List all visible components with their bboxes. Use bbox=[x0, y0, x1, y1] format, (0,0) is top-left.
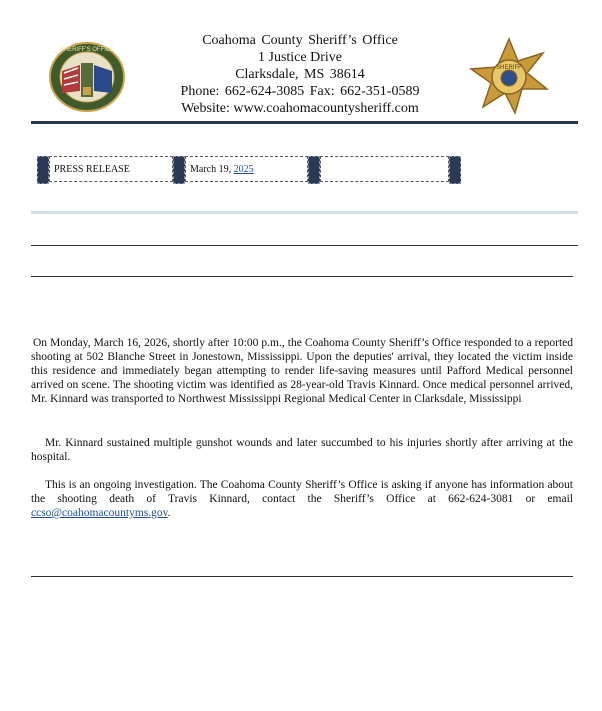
seal-text: SHERIFF'S OFFICE bbox=[59, 47, 115, 53]
paragraph-2: Mr. Kinnard sustained multiple gunshot wounds and later succumbed to his injuries shortly after arriving at the hospital. bbox=[31, 437, 573, 463]
release-date-prefix: March 19, bbox=[190, 164, 234, 175]
bar-tab-1 bbox=[37, 156, 49, 184]
footer-divider bbox=[31, 576, 573, 577]
bar-tab-4 bbox=[449, 156, 461, 184]
release-date bbox=[185, 156, 308, 182]
sheriff-star-badge-icon bbox=[467, 37, 551, 117]
address-line2: Clarksdale, MS 38614 bbox=[235, 67, 365, 82]
paragraph-3 bbox=[31, 478, 573, 520]
divider-line-2 bbox=[31, 276, 573, 277]
paragraph-1: On Monday, March 16, 2026, shortly after 10:00 p.m., the Coahoma County Sheriff’s Office responded to a reported shooting at 502 Blanche Street in Jonestown, Mississippi. Upon the deputies' arrival, they located the victim inside this residence and immediately began attempting to render life-saving measures until Pafford Medical personnel arrived on scene. The shooting victim was identified as 28-year-old Travis Kinnard. Once medical personnel arrived, Mr. Kinnard was transported to Northwest Mississippi Regional Medical Center in Clarksdale, Mississippi bbox=[31, 337, 573, 405]
email-link[interactable]: ccso@coahomacountyms.gov bbox=[31, 507, 168, 519]
website-line: Website: www.coahomacountysheriff.com bbox=[181, 101, 419, 116]
press-release-label: PRESS RELEASE bbox=[49, 156, 173, 182]
header-divider bbox=[31, 121, 578, 124]
bar-tab-3 bbox=[308, 156, 320, 184]
light-divider bbox=[31, 211, 578, 214]
release-date-year: 2025 bbox=[233, 164, 254, 175]
empty-cell bbox=[320, 156, 449, 182]
phone-fax-line: Phone: 662-624-3085 Fax: 662-351-0589 bbox=[180, 84, 420, 99]
badge-text: SHERIFF bbox=[496, 65, 522, 71]
bar-tab-2 bbox=[173, 156, 185, 184]
paragraph-3-text: This is an ongoing investigation. The Coahoma County Sheriff’s Office is asking if anyone has information about the shooting death of Travis Kinnard, contact the Sheriff’s Office at 662-624-3081 or email bbox=[31, 479, 573, 505]
sheriff-office-seal-icon bbox=[48, 41, 126, 113]
paragraph-3-end: . bbox=[167, 507, 171, 519]
press-release-bar bbox=[37, 156, 465, 184]
office-name: Coahoma County Sheriff’s Office bbox=[202, 33, 398, 48]
letterhead bbox=[130, 32, 470, 117]
address-line1: 1 Justice Drive bbox=[258, 50, 342, 65]
divider-line-1 bbox=[31, 245, 578, 246]
